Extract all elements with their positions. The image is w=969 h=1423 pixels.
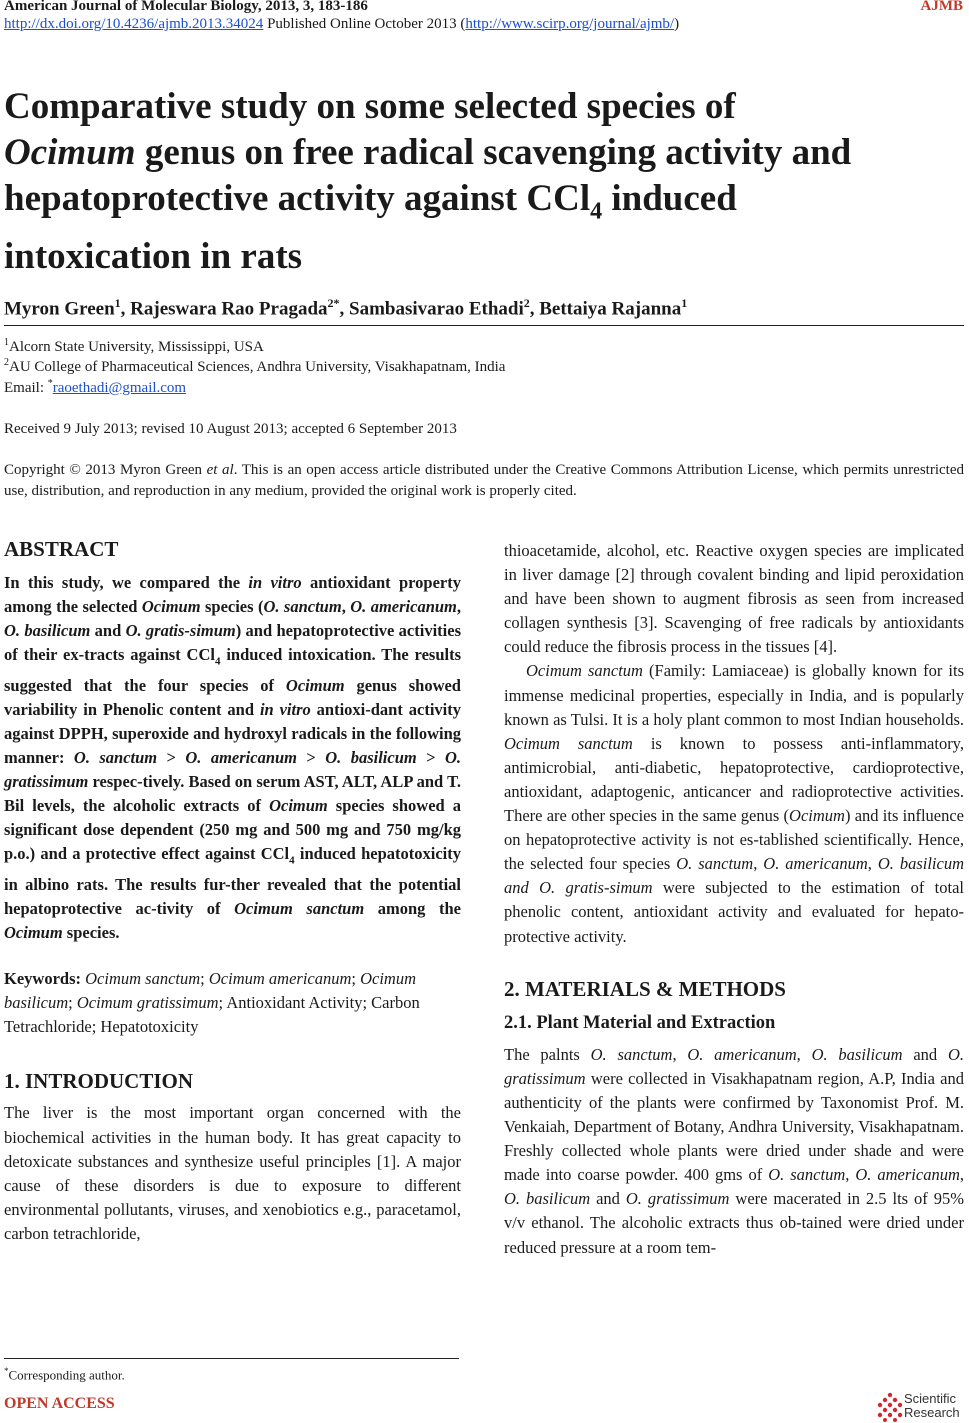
abs-t19: O. sanctum bbox=[73, 748, 158, 768]
aff-1-sup: 1 bbox=[4, 337, 9, 348]
abs-t26: respec-tively. Based on serum AST, ALT, ALP and T. Bil levels, the alcoholic extracts of bbox=[4, 772, 461, 816]
p3-b: , bbox=[672, 1044, 688, 1064]
right-paragraph-1: thioacetamide, alcohol, etc. Reactive oxygen species are implicated in liver damage [2] through covalent binding and lipid peroxidation and have been shown to augment fibrosis as seen from increased collagen synthesis [3]. Scavenging of free radicals by antioxidants could reduce the fibrosis process in the tissues [4]. bbox=[504, 541, 964, 657]
abs-t3: antioxidant property among the selected bbox=[4, 573, 461, 617]
p3-i1: O. sanctum bbox=[590, 1044, 673, 1064]
p3-i5: O. sanctum bbox=[768, 1165, 846, 1185]
abs-t27: Ocimum bbox=[269, 796, 328, 816]
keyword-4: Ocimum gratissimum bbox=[76, 993, 219, 1013]
p2-b: is known to possess anti-inflammatory, antimicrobial, anti-diabetic, hepatoprotective, cardioprotective, antioxidant, adaptogenic, anticancer and radioprotective activities. There are other species in the same genus ( bbox=[504, 733, 964, 826]
copyright-etal: et al bbox=[206, 462, 234, 478]
author-4: , Bettaiya Rajanna bbox=[529, 298, 682, 320]
title-line-3-pre: hepatoprotective activity against CCl bbox=[4, 178, 591, 219]
title-line-2-rest: genus on free radical scavenging activity and bbox=[135, 132, 852, 173]
p2-i6: O. basilicum and O. gratis-simum bbox=[504, 854, 964, 898]
p2-f: were subjected to the estimation of total phenolic content, antioxidant activity and evaluated for hepato-protective activity. bbox=[504, 878, 965, 946]
scientific-research-logo bbox=[877, 1390, 967, 1423]
kw-sep-1: ; bbox=[200, 969, 209, 989]
abstract-text bbox=[4, 571, 461, 945]
abs-t7: , bbox=[341, 597, 351, 617]
p2-i4: O. sanctum bbox=[676, 854, 754, 874]
title-line-1: Comparative study on some selected species of bbox=[4, 86, 736, 127]
title-line-2 bbox=[4, 130, 964, 176]
p3-d: and bbox=[902, 1044, 948, 1064]
abs-t33: species. bbox=[62, 923, 120, 942]
p3-c: , bbox=[796, 1044, 812, 1064]
p2-d: , bbox=[753, 854, 764, 874]
affiliation-2 bbox=[4, 357, 505, 376]
abs-t10: O. basilicum bbox=[4, 621, 91, 641]
received-dates: Received 9 July 2013; revised 10 August 2013; accepted 6 September 2013 bbox=[4, 421, 457, 437]
author-3: , Sambasivarao Ethadi bbox=[339, 298, 524, 320]
footnote bbox=[4, 1366, 125, 1383]
p2-i3: Ocimum bbox=[789, 806, 845, 826]
p2-i2: Ocimum sanctum bbox=[504, 733, 633, 753]
aff-1-text: Alcorn State University, Mississippi, USA bbox=[9, 339, 264, 355]
authors-divider bbox=[4, 325, 964, 326]
author-4-sup: 1 bbox=[681, 296, 688, 310]
plant-material-heading: 2.1. Plant Material and Extraction bbox=[504, 1012, 776, 1033]
p3-i4: O. gratissimum bbox=[504, 1044, 964, 1088]
journal-link[interactable]: http://www.scirp.org/journal/ajmb/ bbox=[465, 16, 675, 32]
author-1: Myron Green bbox=[4, 298, 115, 320]
abs-t30: Ocimum sanctum bbox=[234, 898, 365, 918]
logo-line-1: Scientific bbox=[904, 1391, 957, 1406]
article-title bbox=[4, 84, 964, 280]
keyword-1: Ocimum sanctum bbox=[85, 969, 201, 989]
kw-sep-2: ; bbox=[351, 969, 361, 989]
intro-heading: 1. INTRODUCTION bbox=[4, 1069, 194, 1094]
abs-t2: in vitro bbox=[248, 573, 302, 593]
affiliation-1 bbox=[4, 337, 264, 356]
title-line-3 bbox=[4, 176, 964, 234]
aff-2-text: AU College of Pharmaceutical Sciences, Andhra University, Visakhapatnam, India bbox=[9, 359, 506, 375]
p2-a: (Family: Lamiaceae) is globally known for its immense medicinal properties, especially in India, and is popularly known as Tulsi. It is a holy plant common to most Indian households. bbox=[504, 661, 964, 729]
author-2-sup: 2* bbox=[327, 296, 340, 310]
abs-t16: genus showed variability in Phenolic content and bbox=[4, 675, 461, 719]
abs-t13-sub: 4 bbox=[214, 655, 221, 668]
doi-link[interactable]: http://dx.doi.org/10.4236/ajmb.2013.34024 bbox=[4, 16, 264, 32]
p3-f: , bbox=[845, 1165, 856, 1185]
abs-t18: antioxi-dant activity against DPPH, superoxide and hydroxyl radicals in the following manner: bbox=[4, 699, 461, 768]
p3-g: , bbox=[959, 1165, 965, 1185]
copyright-notice bbox=[4, 460, 964, 502]
closing-paren: ) bbox=[674, 16, 680, 32]
doi-line bbox=[4, 16, 679, 33]
footnote-sup: * bbox=[4, 1366, 9, 1376]
abs-t22: > bbox=[297, 748, 326, 768]
p3-i3: O. basilicum bbox=[811, 1044, 903, 1064]
copyright-pre: Copyright © 2013 Myron Green bbox=[4, 462, 207, 478]
p2-i5: O. americanum bbox=[763, 854, 868, 874]
journal-info: American Journal of Molecular Biology, 2013, 3, 183-186 bbox=[4, 0, 368, 14]
journal-abbr: AJMB bbox=[920, 0, 963, 14]
author-1-sup: 1 bbox=[114, 296, 121, 310]
kw-sep-3: ; bbox=[68, 993, 77, 1013]
email-line bbox=[4, 378, 186, 397]
p3-i6: O. americanum bbox=[855, 1165, 960, 1185]
abs-t17: in vitro bbox=[259, 699, 311, 719]
abs-t11: and bbox=[90, 621, 126, 641]
author-2: , Rajeswara Rao Pragada bbox=[120, 298, 328, 320]
email-sup: * bbox=[47, 378, 53, 389]
abs-t20: > bbox=[157, 748, 186, 768]
open-access-label: OPEN ACCESS bbox=[4, 1395, 115, 1412]
methods-heading: 2. MATERIALS & METHODS bbox=[504, 976, 786, 1001]
abs-t21: O. americanum bbox=[185, 748, 298, 768]
abs-t28: species showed a significant dose dependent (250 mg and 500 mg and 750 mg/kg p.o.) and a protective effect against CCl bbox=[4, 796, 462, 864]
p3-h: and bbox=[590, 1189, 626, 1209]
p3-i8: O. gratissimum bbox=[625, 1189, 730, 1209]
p3-i2: O. americanum bbox=[687, 1044, 797, 1064]
abs-t24: > bbox=[416, 748, 445, 768]
abs-t31: among the bbox=[364, 898, 462, 918]
abs-t4: Ocimum bbox=[141, 597, 201, 617]
abs-t9: , bbox=[456, 597, 462, 617]
left-column bbox=[4, 537, 461, 1246]
abs-t8: O. americanum bbox=[350, 597, 457, 617]
p3-a: The palnts bbox=[504, 1044, 591, 1064]
p3-e: were collected in Visakhapatnam region, A.P, India and authenticity of the plants were confirmed by Taxonomist Prof. M. Venkaiah, Department of Botany, Andhra University, Visakhapatnam. Freshly collected whole plants were dried under shade and were made into coarse powder. 400 gms of bbox=[504, 1068, 964, 1185]
email-link[interactable]: raoethadi@gmail.com bbox=[52, 380, 187, 396]
author-list bbox=[4, 296, 687, 320]
keywords-label: Keywords: bbox=[4, 969, 86, 989]
intro-paragraph: The liver is the most important organ concerned with the biochemical activities in the human body. It has great capacity to detoxicate substances and synthesize useful principles [1]. A major cause of these disorders is due to exposure to different environmental pollutants, viruses, and xenobiotics e.g., paracetamol, carbon tetrachloride, bbox=[4, 1103, 461, 1243]
abs-t15: Ocimum bbox=[285, 675, 345, 695]
abs-t6: O. sanctum bbox=[263, 597, 342, 617]
email-label: Email: bbox=[4, 380, 48, 396]
published-text: Published Online October 2013 ( bbox=[263, 16, 466, 32]
abs-t1: In this study, we compared the bbox=[4, 573, 249, 593]
title-subscript: 4 bbox=[590, 198, 603, 225]
keywords-rest: ; Antioxidant Activity; Carbon Tetrachloride; Hepatotoxicity bbox=[4, 993, 420, 1037]
abs-t23: O. basilicum bbox=[325, 748, 417, 768]
p2-e: , bbox=[867, 854, 878, 874]
abs-t25: O. gratissimum bbox=[4, 748, 461, 792]
abs-t28-sub: 4 bbox=[289, 854, 295, 867]
right-paragraph-3 bbox=[504, 1043, 964, 1260]
keywords bbox=[4, 967, 461, 1039]
abs-t12: O. gratis-simum bbox=[125, 621, 236, 641]
abs-t32: Ocimum bbox=[4, 923, 63, 942]
keyword-3: Ocimum basilicum bbox=[4, 969, 417, 1013]
right-column bbox=[504, 539, 964, 1260]
copyright-post: . This is an open access article distributed under the Creative Commons Attribution License, which permits unrestricted use, distribution, and reproduction in any medium, provided the original work is properly cited. bbox=[4, 462, 964, 499]
abstract-heading: ABSTRACT bbox=[4, 537, 119, 561]
title-line-3-post: induced bbox=[602, 178, 737, 219]
logo-text bbox=[904, 1392, 960, 1420]
author-3-sup: 2 bbox=[523, 296, 530, 310]
right-paragraph-2 bbox=[504, 659, 964, 948]
abs-t29: induced hepatotoxicity in albino rats. The results fur-ther revealed that the potential hepatoprotective ac-tivity of bbox=[4, 844, 461, 918]
p2-i1: Ocimum sanctum bbox=[526, 661, 643, 681]
footnote-text: Corresponding author. bbox=[8, 1367, 125, 1383]
title-line-4: intoxication in rats bbox=[4, 236, 303, 278]
p2-c: ) and its influence on hepatoprotective activity is not es-tablished scientifically. Hence, the selected four species bbox=[504, 806, 964, 874]
logo-line-2: Research bbox=[904, 1405, 960, 1420]
aff-2-sup: 2 bbox=[4, 357, 9, 368]
title-genus: Ocimum bbox=[4, 132, 136, 173]
footnote-divider bbox=[4, 1358, 459, 1359]
abs-t14: induced intoxication. The results suggested that the four species of bbox=[4, 645, 461, 695]
p3-j: were macerated in 2.5 lts of 95% v/v ethanol. The alcoholic extracts thus ob-tained were dried under reduced pressure at a room tem- bbox=[504, 1189, 964, 1257]
abs-t13: ) and hepatoprotective activities of their ex-tracts against CCl bbox=[4, 621, 461, 665]
keyword-2: Ocimum americanum bbox=[208, 969, 352, 989]
logo-dots-icon bbox=[877, 1392, 903, 1422]
abs-t5: species ( bbox=[200, 597, 264, 617]
p3-i7: O. basilicum bbox=[504, 1189, 591, 1209]
